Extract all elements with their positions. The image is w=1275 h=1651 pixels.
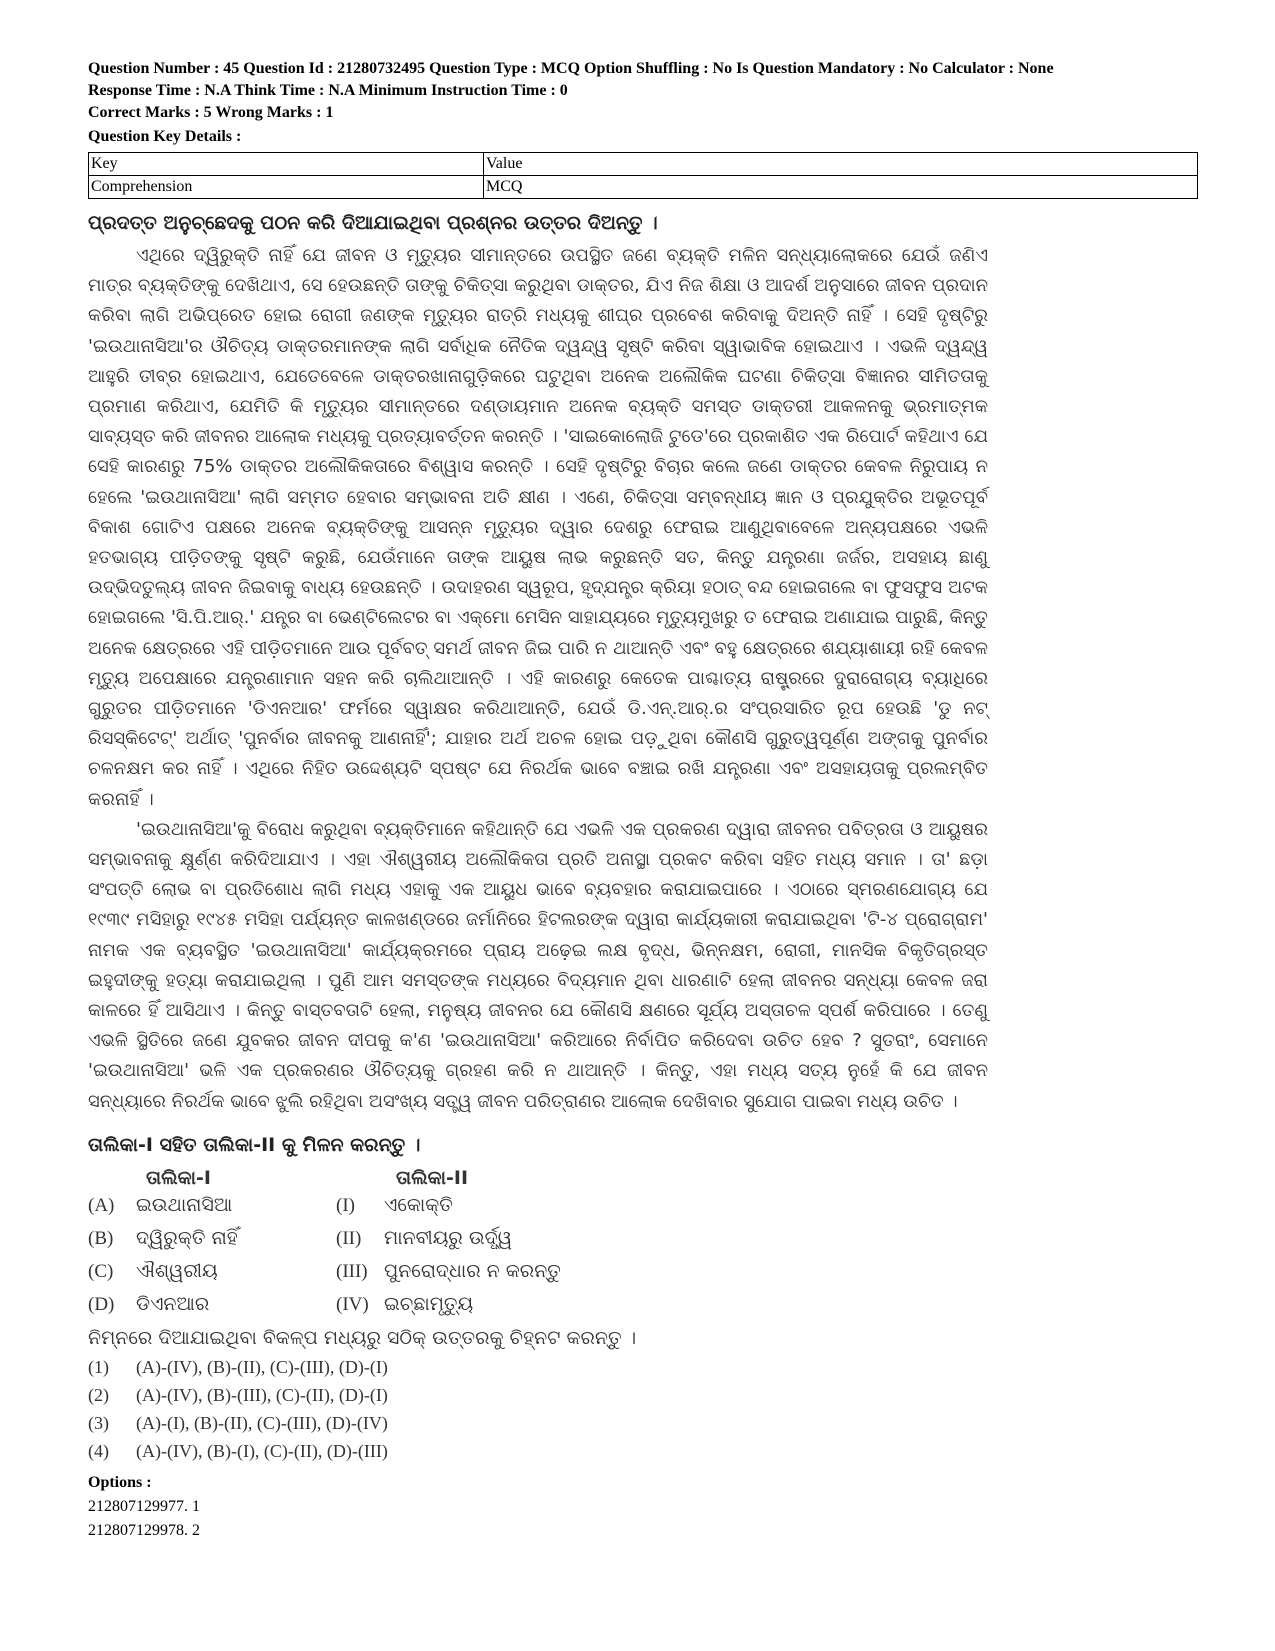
choice-number: (3) [88,1412,109,1433]
table-cell-value: MCQ [484,176,1198,199]
list-1-text: ଡିଏନଆର [136,1292,210,1315]
list-2-heading: ତାଲିକା-II [396,1166,469,1189]
comprehension-passage [88,241,988,1117]
list-item [88,1222,1198,1255]
instruction-heading: ପ୍ରଦତ୍ତ ଅନୁଚ୍ଛେଦକୁ ପଠନ କରି ଦିଆଯାଇଥିବା ପ୍ରଶ୍ନର ଉତ୍ତର ଦିଅନ୍ତୁ । [88,212,658,234]
choice-text: (A)-(IV), (B)-(III), (C)-(II), (D)-(I) [136,1384,388,1405]
passage-paragraph-1: ଏଥିରେ ଦ୍ୱିରୁକ୍ତି ନାହିଁ ଯେ ଜୀବନ ଓ ମୃତ୍ୟୁର ସୀମାନ୍ତରେ ଉପସ୍ଥିତ ଜଣେ ବ୍ୟକ୍ତି ମଳିନ ସନ୍ଧ୍ୟାଲୋକରେ ଯେଉଁ ଜଣିଏ ମାତ୍ର ବ୍ୟକ୍ତିଙ୍କୁ ଦେଖିଥାଏ, ସେ ହେଉଛନ୍ତି ତାଙ୍କୁ ଚିକିତ୍ସା କରୁଥିବା ଡାକ୍ତର, ଯିଏ ନିଜ ଶିକ୍ଷା ଓ ଆଦର୍ଶ ଅନୁସାରେ ଜୀବନ ପ୍ରଦାନ କରିବା ଲାଗି ଅଭିପ୍ରେତ ହୋଇ ରୋଗୀ ଜଣଙ୍କ ମୃତ୍ୟୁର ରାତ୍ରି ମଧ୍ୟକୁ ଶୀଘ୍ର ପ୍ରବେଶ କରିବାକୁ ଦିଅନ୍ତି ନାହିଁ । ସେହି ଦୃଷ୍ଟିରୁ 'ଇଉଥାନାସିଆ'ର ଔଚିତ୍ୟ ଡାକ୍ତରମାନଙ୍କ ଲାଗି ସର୍ବାଧିକ ନୈତିକ ଦ୍ୱନ୍ଦ୍ୱ ସୃଷ୍ଟି କରିବା ସ୍ୱାଭାବିକ ହୋଇଥାଏ । ଏଭଳି ଦ୍ୱନ୍ଦ୍ୱ ଆହୁରି ତୀବ୍ର ହୋଇଥାଏ, ଯେତେବେଳେ ଡାକ୍ତରଖାନାଗୁଡ଼ିକରେ ଘଟୁଥିବା ଅନେକ ଅଲୌକିକ ଘଟଣା ଚିକିତ୍ସା ବିଜ୍ଞାନର ସୀମିତତାକୁ ପ୍ରମାଣ କରିଥାଏ, ଯେମିତି କି ମୃତ୍ୟୁର ସୀମାନ୍ତରେ ଦଣ୍ଡାୟମାନ ଅନେକ ବ୍ୟକ୍ତି ସମସ୍ତ ଡାକ୍ତରୀ ଆକଳନକୁ ଭ୍ରମାତ୍ମକ ସାବ୍ୟସ୍ତ କରି ଜୀବନର ଆଲୋକ ମଧ୍ୟକୁ ପ୍ରତ୍ୟାବର୍ତ୍ତନ କରନ୍ତି । 'ସାଇକୋଲୋଜି ଟୁଡେ'ରେ ପ୍ରକାଶିତ ଏକ ରିପୋର୍ଟ କହିଥାଏ ଯେ ସେହି କାରଣରୁ 75% ଡାକ୍ତର ଅଲୌକିକତାରେ ବିଶ୍ୱାସ କରନ୍ତି । ସେହି ଦୃଷ୍ଟିରୁ ବିଚାର କଲେ ଜଣେ ଡାକ୍ତର କେବଳ ନିରୁପାୟ ନ ହେଲେ 'ଇଉଥାନାସିଆ' ଲାଗି ସମ୍ମତ ହେବାର ସମ୍ଭାବନା ଅତି କ୍ଷୀଣ । ଏଣେ, ଚିକିତ୍ସା ସମ୍ବନ୍ଧୀୟ ଜ୍ଞାନ ଓ ପ୍ରଯୁକ୍ତିର ଅଭୂତପୂର୍ବ ବିକାଶ ଗୋଟିଏ ପକ୍ଷରେ ଅନେକ ବ୍ୟକ୍ତିଙ୍କୁ ଆସନ୍ନ ମୃତ୍ୟୁର ଦ୍ୱାର ଦେଶରୁ ଫେରାଇ ଆଣୁଥିବାବେଳେ ଅନ୍ୟପକ୍ଷରେ ଏଭଳି ହତଭାଗ୍ୟ ପୀଡ଼ିତଙ୍କୁ ସୃଷ୍ଟି କରୁଛି, ଯେଉଁମାନେ ତାଙ୍କ ଆୟୁଷ ଲାଭ କରୁଛନ୍ତି ସତ, କିନ୍ତୁ ଯନ୍ତ୍ରଣା ଜର୍ଜର, ଅସହାୟ ଛାଣୁ ଉଦ୍ଭିଦତୁଲ୍ୟ ଜୀବନ ଜିଇବାକୁ ବାଧ୍ୟ ହେଉଛନ୍ତି । ଉଦାହରଣ ସ୍ୱରୂପ, ହୃଦ୍‌ଯନ୍ତ୍ର କ୍ରିୟା ହଠାତ୍ ବନ୍ଦ ହୋଇଗଲେ ବା ଫୁସଫୁସ ଅଟକ ହୋଇଗଲେ 'ସି.ପି.ଆର୍.' ଯନ୍ତ୍ର ବା ଭେଣ୍ଟିଲେଟର ବା ଏକ୍‌ମୋ ମେସିନ ସାହାଯ୍ୟରେ ମୃତ୍ୟୁମୁଖରୁ ତ ଫେରାଇ ଅଣାଯାଇ ପାରୁଛି, କିନ୍ତୁ ଅନେକ କ୍ଷେତ୍ରରେ ଏହି ପୀଡ଼ିତମାନେ ଆଉ ପୂର୍ବବତ୍ ସମର୍ଥ ଜୀବନ ଜିଇ ପାରି ନ ଥାଆନ୍ତି ଏବଂ ବହୁ କ୍ଷେତ୍ରରେ ଶଯ୍ୟାଶାୟୀ ରହି କେବଳ ମୃତ୍ୟୁ ଅପେକ୍ଷାରେ ଯନ୍ତ୍ରଣାମାନ ସହନ କରି ଚାଲିଥାଆନ୍ତି । ଏହି କାରଣରୁ କେତେକ ପାଶ୍ଚାତ୍ୟ ରାଷ୍ଟ୍ରରେ ଦୁରାରୋଗ୍ୟ ବ୍ୟାଧିରେ ଗୁରୁତର ପୀଡ଼ିତମାନେ 'ଡିଏନଆର' ଫର୍ମରେ ସ୍ୱାକ୍ଷର କରିଥାଆନ୍ତି, ଯେଉଁ ଡି.ଏନ୍.ଆର୍.ର ସଂପ୍ରସାରିତ ରୂପ ହେଉଛି 'ଡୁ ନଟ୍ ରିସସ୍କିଟେଟ୍' ଅର୍ଥାତ୍ 'ପୁନର୍ବାର ଜୀବନକୁ ଆଣନାହିଁ'; ଯାହାର ଅର୍ଥ ଅଚଳ ହୋଇ ପଡ଼ୁଥିବା କୌଣସି ଗୁରୁତ୍ୱପୂର୍ଣ୍ଣ ଅଙ୍ଗକୁ ପୁନର୍ବାର ଚଳନକ୍ଷମ କର ନାହିଁ । ଏଥିରେ ନିହିତ ଉଦ୍ଦେଶ୍ୟଟି ସ୍ପଷ୍ଟ ଯେ ନିରର୍ଥକ ଭାବେ ବଞ୍ଚାଇ ରଖି ଯନ୍ତ୍ରଣା ଏବଂ ଅସହାୟତାକୁ ପ୍ରଲମ୍ବିତ କରନାହିଁ । [88,245,988,810]
list-2-text: ଏକୋକ୍ତି [384,1193,453,1216]
choice-number: (1) [88,1356,109,1377]
list-1-letter: (A) [88,1194,115,1216]
list-1-text: ଐଶ୍ୱରୀୟ [136,1259,218,1282]
answer-choices [88,1353,1198,1465]
match-list [88,1189,1198,1321]
question-page [88,58,1198,1543]
answer-choice[interactable] [88,1381,1198,1409]
list-item [88,1288,1198,1321]
question-meta [88,58,1198,124]
choice-number: (2) [88,1384,109,1405]
choice-text: (A)-(IV), (B)-(II), (C)-(III), (D)-(I) [136,1356,388,1377]
key-details-label: Question Key Details : [88,128,242,145]
table-header-row [89,153,1198,176]
answer-choice[interactable] [88,1409,1198,1437]
list-2-text: ଇଚ୍ଛାମୃତ୍ୟୁ [384,1292,474,1315]
table-header-key: Key [89,153,484,176]
meta-line-1: Question Number : 45 Question Id : 21280732495 Question Type : MCQ Option Shuffling : No Is Question Mandatory : No Calculator : None [88,60,1054,77]
list-1-letter: (B) [88,1227,114,1249]
list-1-text: ଦ୍ୱିରୁକ୍ତି ନାହିଁ [136,1226,238,1249]
list-2-text: ମାନବୀୟରୁ ଉର୍ଦ୍ଧ୍ୱ [384,1226,513,1249]
choice-text: (A)-(I), (B)-(II), (C)-(III), (D)-(IV) [136,1412,388,1433]
choose-instruction: ନିମ୍ନରେ ଦିଆଯାଇଥିବା ବିକଳ୍ପ ମଧ୍ୟରୁ ସଠିକ୍ ଉତ୍ତରକୁ ଚିହ୍ନଟ କରନ୍ତୁ । [88,1326,637,1349]
options-label: Options : [88,1473,152,1491]
list-2-numeral: (II) [336,1227,362,1249]
match-list-headers [88,1167,1198,1189]
answer-choice[interactable] [88,1437,1198,1465]
list-item [88,1189,1198,1222]
passage-paragraph-2: 'ଇଉଥାନାସିଆ'କୁ ବିରୋଧ କରୁଥିବା ବ୍ୟକ୍ତିମାନେ କହିଥାନ୍ତି ଯେ ଏଭଳି ଏକ ପ୍ରକରଣ ଦ୍ୱାରା ଜୀବନର ପବିତ୍ରତା ଓ ଆୟୁଷର ସମ୍ଭାବନାକୁ କ୍ଷୁର୍ଣ୍ଣ କରିଦିଆଯାଏ । ଏହା ଐଶ୍ୱରୀୟ ଅଲୌକିକତା ପ୍ରତି ଅନାସ୍ଥା ପ୍ରକଟ କରିବା ସହିତ ମଧ୍ୟ ସମାନ । ତା' ଛଡ଼ା ସଂପତ୍ତି ଲୋଭ ବା ପ୍ରତିଶୋଧ ଲାଗି ମଧ୍ୟ ଏହାକୁ ଏକ ଆୟୁଧ ଭାବେ ବ୍ୟବହାର କରାଯାଇପାରେ । ଏଠାରେ ସ୍ମରଣଯୋଗ୍ୟ ଯେ ୧୯୩୯ ମସିହାରୁ ୧୯୪୫ ମସିହା ପର୍ଯ୍ୟନ୍ତ କାଳଖଣ୍ଡରେ ଜର୍ମାନିରେ ହିଟଲରଙ୍କ ଦ୍ୱାରା କାର୍ଯ୍ୟକାରୀ କରାଯାଇଥିବା 'ଟି-୪ ପ୍ରୋଗ୍ରାମ' ନାମକ ଏକ ବ୍ୟବସ୍ଥିତ 'ଇଉଥାନାସିଆ' କାର୍ଯ୍ୟକ୍ରମରେ ପ୍ରାୟ ଅଢ଼େଇ ଲକ୍ଷ ବୃଦ୍ଧ, ଭିନ୍ନକ୍ଷମ, ରୋଗୀ, ମାନସିକ ବିକୃତିଗ୍ରସ୍ତ ଇହୁଦୀଙ୍କୁ ହତ୍ୟା କରାଯାଇଥିଲା । ପୁଣି ଆମ ସମସ୍ତଙ୍କ ମଧ୍ୟରେ ବିଦ୍ୟମାନ ଥିବା ଧାରଣାଟି ହେଲା ଜୀବନର ସନ୍ଧ୍ୟା କେବଳ ଜରା କାଳରେ ହିଁ ଆସିଥାଏ । କିନ୍ତୁ ବାସ୍ତବତାଟି ହେଲା, ମନୁଷ୍ୟ ଜୀବନର ଯେ କୌଣସି କ୍ଷଣରେ ସୂର୍ଯ୍ୟ ଅସ୍ତାଚଳ ସ୍ପର୍ଶ କରିପାରେ । ତେଣୁ ଏଭଳି ସ୍ଥିତିରେ ଜଣେ ଯୁବକର ଜୀବନ ଦୀପକୁ କ'ଣ 'ଇଉଥାନାସିଆ' କରିଆରେ ନିର୍ବାପିତ କରିଦେବା ଉଚିତ ହେବ ? ସୁତରାଂ, ସେମାନେ 'ଇଉଥାନାସିଆ' ଭଳି ଏକ ପ୍ରକରଣର ଔଚିତ୍ୟକୁ ଗ୍ରହଣ କରି ନ ଥାଆନ୍ତି । କିନ୍ତୁ, ଏହା ମଧ୍ୟ ସତ୍ୟ ନୁହେଁ କି ଯେ ଜୀବନ ସନ୍ଧ୍ୟାରେ ନିରର୍ଥକ ଭାବେ ଝୁଲି ରହିଥିବା ଅସଂଖ୍ୟ ସତ୍ତ୍ୱ ଜୀବନ ପରିତ୍ରାଣର ଆଲୋକ ଦେଖିବାର ସୁଯୋଗ ପାଇବା ମଧ୍ୟ ଉଚିତ । [88,818,988,1112]
list-2-numeral: (IV) [336,1293,369,1315]
meta-line-3: Correct Marks : 5 Wrong Marks : 1 [88,104,334,121]
list-2-text: ପୁନରୋଦ୍ଧାର ନ କରନ୍ତୁ [384,1259,561,1282]
choice-number: (4) [88,1440,109,1461]
list-1-text: ଇଉଥାନାସିଆ [136,1193,233,1216]
key-details-table [88,152,1198,199]
list-2-numeral: (III) [336,1260,368,1282]
table-header-value: Value [484,153,1198,176]
list-1-letter: (C) [88,1260,114,1282]
table-row [89,176,1198,199]
meta-line-2: Response Time : N.A Think Time : N.A Minimum Instruction Time : 0 [88,82,568,99]
list-1-heading: ତାଲିକା-I [146,1166,211,1189]
choice-text: (A)-(IV), (B)-(I), (C)-(II), (D)-(III) [136,1440,388,1461]
option-id: 212807129978. 2 [88,1521,200,1539]
table-cell-key: Comprehension [89,176,484,199]
match-instruction: ତାଲିକା-I ସହିତ ତାଲିକା-II କୁ ମିଳନ କରନ୍ତୁ । [88,1133,421,1156]
option-id: 212807129977. 1 [88,1497,200,1515]
answer-choice[interactable] [88,1353,1198,1381]
list-item [88,1255,1198,1288]
list-1-letter: (D) [88,1293,115,1315]
list-2-numeral: (I) [336,1194,355,1216]
